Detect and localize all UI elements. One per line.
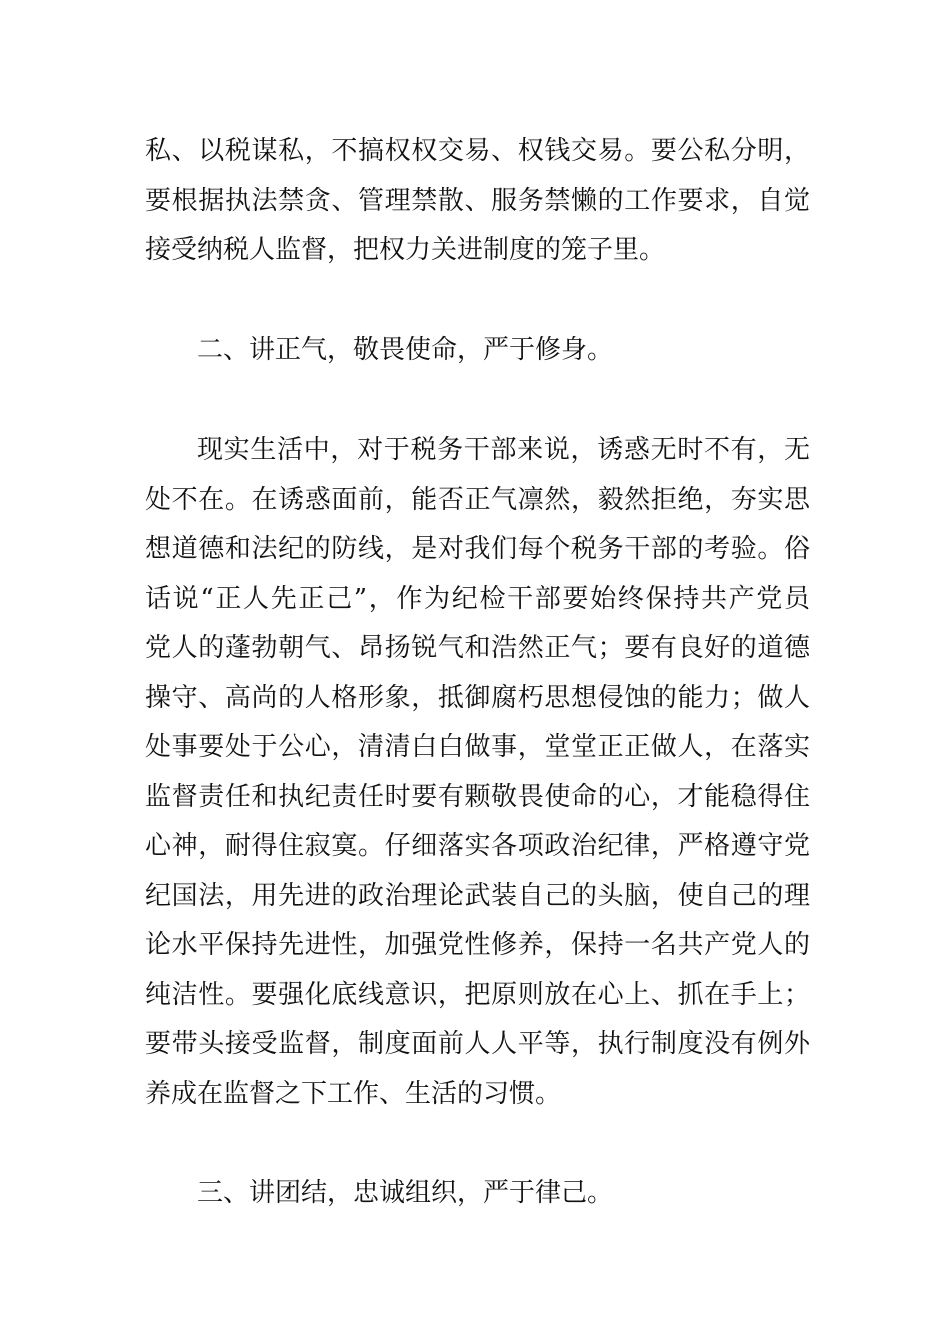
paragraph-line: 话说“正人先正己”，作为纪检干部要始终保持共产党员 bbox=[145, 584, 810, 614]
paragraph-line: 想道德和法纪的防线，是对我们每个税务干部的考验。俗 bbox=[145, 534, 810, 564]
paragraph-line: 监督责任和执纪责任时要有颗敬畏使命的心，才能稳得住 bbox=[145, 782, 810, 812]
paragraph-line: 要带头接受监督，制度面前人人平等，执行制度没有例外 bbox=[145, 1029, 810, 1059]
paragraph-line: 纪国法，用先进的政治理论武装自己的头脑，使自己的理 bbox=[145, 881, 810, 911]
paragraph-line: 处事要处于公心，清清白白做事，堂堂正正做人，在落实 bbox=[145, 732, 810, 762]
paragraph-line: 养成在监督之下工作、生活的习惯。 bbox=[145, 1079, 562, 1109]
paragraph-line: 纯洁性。要强化底线意识，把原则放在心上、抓在手上； bbox=[145, 980, 810, 1010]
paragraph-line: 操守、高尚的人格形象，抵御腐朽思想侵蚀的能力；做人 bbox=[145, 683, 810, 713]
paragraph-line: 党人的蓬勃朝气、昂扬锐气和浩然正气；要有良好的道德 bbox=[145, 633, 810, 663]
paragraph-line: 处不在。在诱惑面前，能否正气凛然，毅然拒绝，夯实思 bbox=[145, 485, 810, 515]
paragraph-line: 论水平保持先进性，加强党性修养，保持一名共产党人的 bbox=[145, 930, 810, 960]
section-heading: 二、讲正气，敬畏使命，严于修身。 bbox=[197, 335, 614, 365]
paragraph-line: 现实生活中，对于税务干部来说，诱惑无时不有，无 bbox=[197, 435, 810, 465]
paragraph-line: 要根据执法禁贪、管理禁散、服务禁懒的工作要求，自觉 bbox=[145, 186, 810, 216]
paragraph-line: 接受纳税人监督，把权力关进制度的笼子里。 bbox=[145, 235, 666, 265]
paragraph-line: 心神，耐得住寂寞。仔细落实各项政治纪律，严格遵守党 bbox=[145, 831, 810, 861]
paragraph-line: 私、以税谋私，不搞权权交易、权钱交易。要公私分明， bbox=[145, 136, 810, 166]
section-heading: 三、讲团结，忠诚组织，严于律己。 bbox=[197, 1178, 614, 1208]
